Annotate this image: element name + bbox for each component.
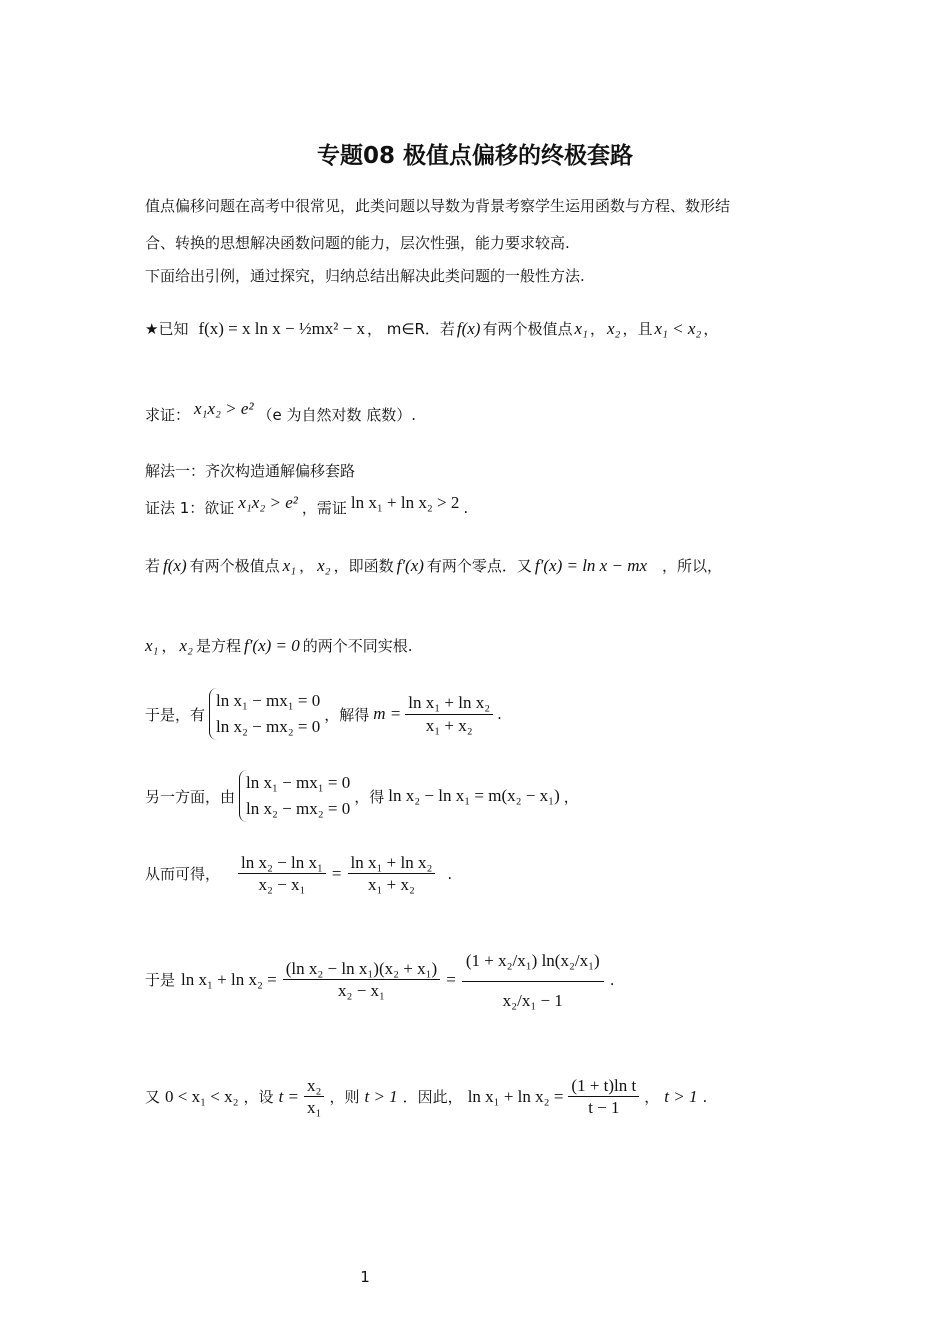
result-end: . [609,970,615,989]
page-title: 专题08 极值点偏移的终极套路 [316,143,633,169]
if-x2: x₂ [317,555,331,575]
t-fraction [304,1075,324,1119]
hence-num2: ln x₁ + ln x₂ [348,852,436,874]
other-result: ln x₂ − ln x₁ = m(x₂ − x₁) [388,786,560,805]
other-end: ， [563,787,579,806]
if-fprime: f′(x) [396,555,424,575]
problem-fx: f(x) [456,318,481,338]
final-denominator: t − 1 [588,1098,620,1118]
system2-eq2: ln x₂ − mx₂ = 0 [246,799,351,818]
prove-note: （e 为自然对数 底数）. [257,406,417,424]
final-sep: ， [644,1088,660,1107]
result-fraction-2 [462,940,604,1020]
prove-expression: x₁x₂ > e² [194,398,254,418]
hence-fraction-1 [238,852,326,896]
yushi-solve: ，解得 [324,705,370,724]
m-numerator: ln x₁ + ln x₂ [405,692,493,714]
if-text-2: 有两个极值点 [189,557,280,575]
final-then: ，则 [329,1088,360,1107]
roots-equation: f′(x) = 0 [243,635,300,655]
problem-cond1: ， m∈R．若 [367,320,455,338]
if-sep: ， [299,557,315,575]
if-x1: x₁ [282,555,297,575]
system-line-2 [145,770,579,822]
final-end: . [702,1087,708,1106]
roots-line [145,635,413,656]
system-line-1 [145,688,502,740]
roots-x2: x₂ [179,635,193,655]
proof-expr1: x₁x₂ > e² [238,492,298,512]
hence-line [145,852,452,896]
hence-end: . [447,864,453,883]
final-lhs: ln x₁ + ln x₂ = [467,1086,564,1106]
if-text-5: ，所以， [662,557,723,575]
result-line [145,940,614,1020]
problem-cond3: ，且 [622,320,653,338]
m-end: . [497,705,502,723]
yushi-label: 于是，有 [145,705,206,724]
equation-system-2 [239,770,350,822]
final-inequality: 0 < x₁ < x₂ [165,1086,239,1106]
roots-text-2: 的两个不同实根. [302,637,413,655]
roots-text-1: 是方程 [195,637,241,655]
intro-line-3: 下面给出引例，通过探究，归纳总结出解决此类问题的一般性方法. [145,267,585,285]
intro-line-1: 值点偏移问题在高考中很常见，此类问题以导数为背景考察学生运用函数与方程、数形结 [145,197,731,215]
hence-den1: x₂ − x₁ [258,875,306,895]
final-hence: ．因此， [402,1088,463,1107]
system1-eq1: ln x₁ − mx₁ = 0 [216,691,321,710]
proof-label: 证法 1：欲证 [145,499,235,517]
hence-fraction-2 [348,852,436,896]
result-den2: x₂/x₁ − 1 [502,991,563,1011]
t-numerator: x₂ [304,1075,324,1097]
if-text-3: ，即函数 [333,557,394,575]
problem-end: ， [703,320,719,338]
result-label: 于是 [145,971,176,990]
m-lhs: m = [373,704,402,723]
hence-equals: = [331,863,342,883]
proof-expr2: ln x₁ + ln x₂ > 2 [350,492,460,512]
final-you: 又 [145,1088,161,1107]
page-number: 1 [360,1268,370,1286]
result-equals: = [446,969,456,989]
problem-line [145,318,718,339]
result-num1: (ln x₂ − ln x₁)(x₂ + x₁) [283,958,440,980]
hence-den2: x₁ + x₂ [367,875,415,895]
result-num2: (1 + x₂/x₁) ln(x₂/x₁) [462,940,604,982]
if-text-4: 有两个零点．又 [426,557,532,575]
result-lhs: ln x₁ + ln x₂ = [181,969,277,989]
other-get: ，得 [354,787,385,806]
hence-label: 从而可得， [145,865,221,884]
proof-end: . [463,498,469,517]
final-fraction [568,1075,639,1119]
if-line [145,555,722,576]
problem-cond2: 有两个极值点 [482,320,573,338]
proof-line [145,492,469,518]
system1-eq2: ln x₂ − mx₂ = 0 [216,717,321,736]
result-fraction-1 [283,958,440,1002]
result-den1: x₂ − x₁ [338,981,385,1001]
if-text-1: 若 [145,557,161,575]
m-fraction [405,692,493,736]
proof-mid: ，需证 [301,499,347,517]
t-lhs: t = [278,1086,300,1106]
prove-label: 求证： [145,406,191,424]
problem-sep: ， [589,320,605,338]
problem-order: x₁ < x₂ [654,318,702,338]
if-derivative: f′(x) = ln x − mx [534,555,648,575]
if-fx: f(x) [163,555,187,575]
other-label: 另一方面，由 [145,787,236,806]
intro-line-2: 合、转换的思想解决函数问题的能力，层次性强，能力要求较高. [145,234,570,252]
equation-system-1 [209,688,320,740]
problem-x2: x₂ [606,318,621,338]
final-line [145,1075,707,1119]
m-denominator: x₁ + x₂ [425,715,473,735]
t-condition: t > 1 [364,1086,398,1106]
roots-x1: x₁ [145,635,159,655]
problem-function: f(x) = x ln x − ½mx² − x [198,318,365,338]
method-title: 解法一：齐次构造通解偏移套路 [145,462,356,480]
prove-line [145,398,417,425]
hence-num1: ln x₂ − ln x₁ [238,852,326,874]
final-condition: t > 1 [664,1086,698,1106]
final-set: ，设 [243,1088,274,1107]
t-denominator: x₁ [307,1098,322,1118]
roots-sep: ， [161,637,177,655]
system2-eq1: ln x₁ − mx₁ = 0 [246,773,351,792]
problem-x1: x₁ [574,318,588,338]
problem-prefix: ★已知 [145,320,189,338]
final-numerator: (1 + t)ln t [568,1075,639,1097]
